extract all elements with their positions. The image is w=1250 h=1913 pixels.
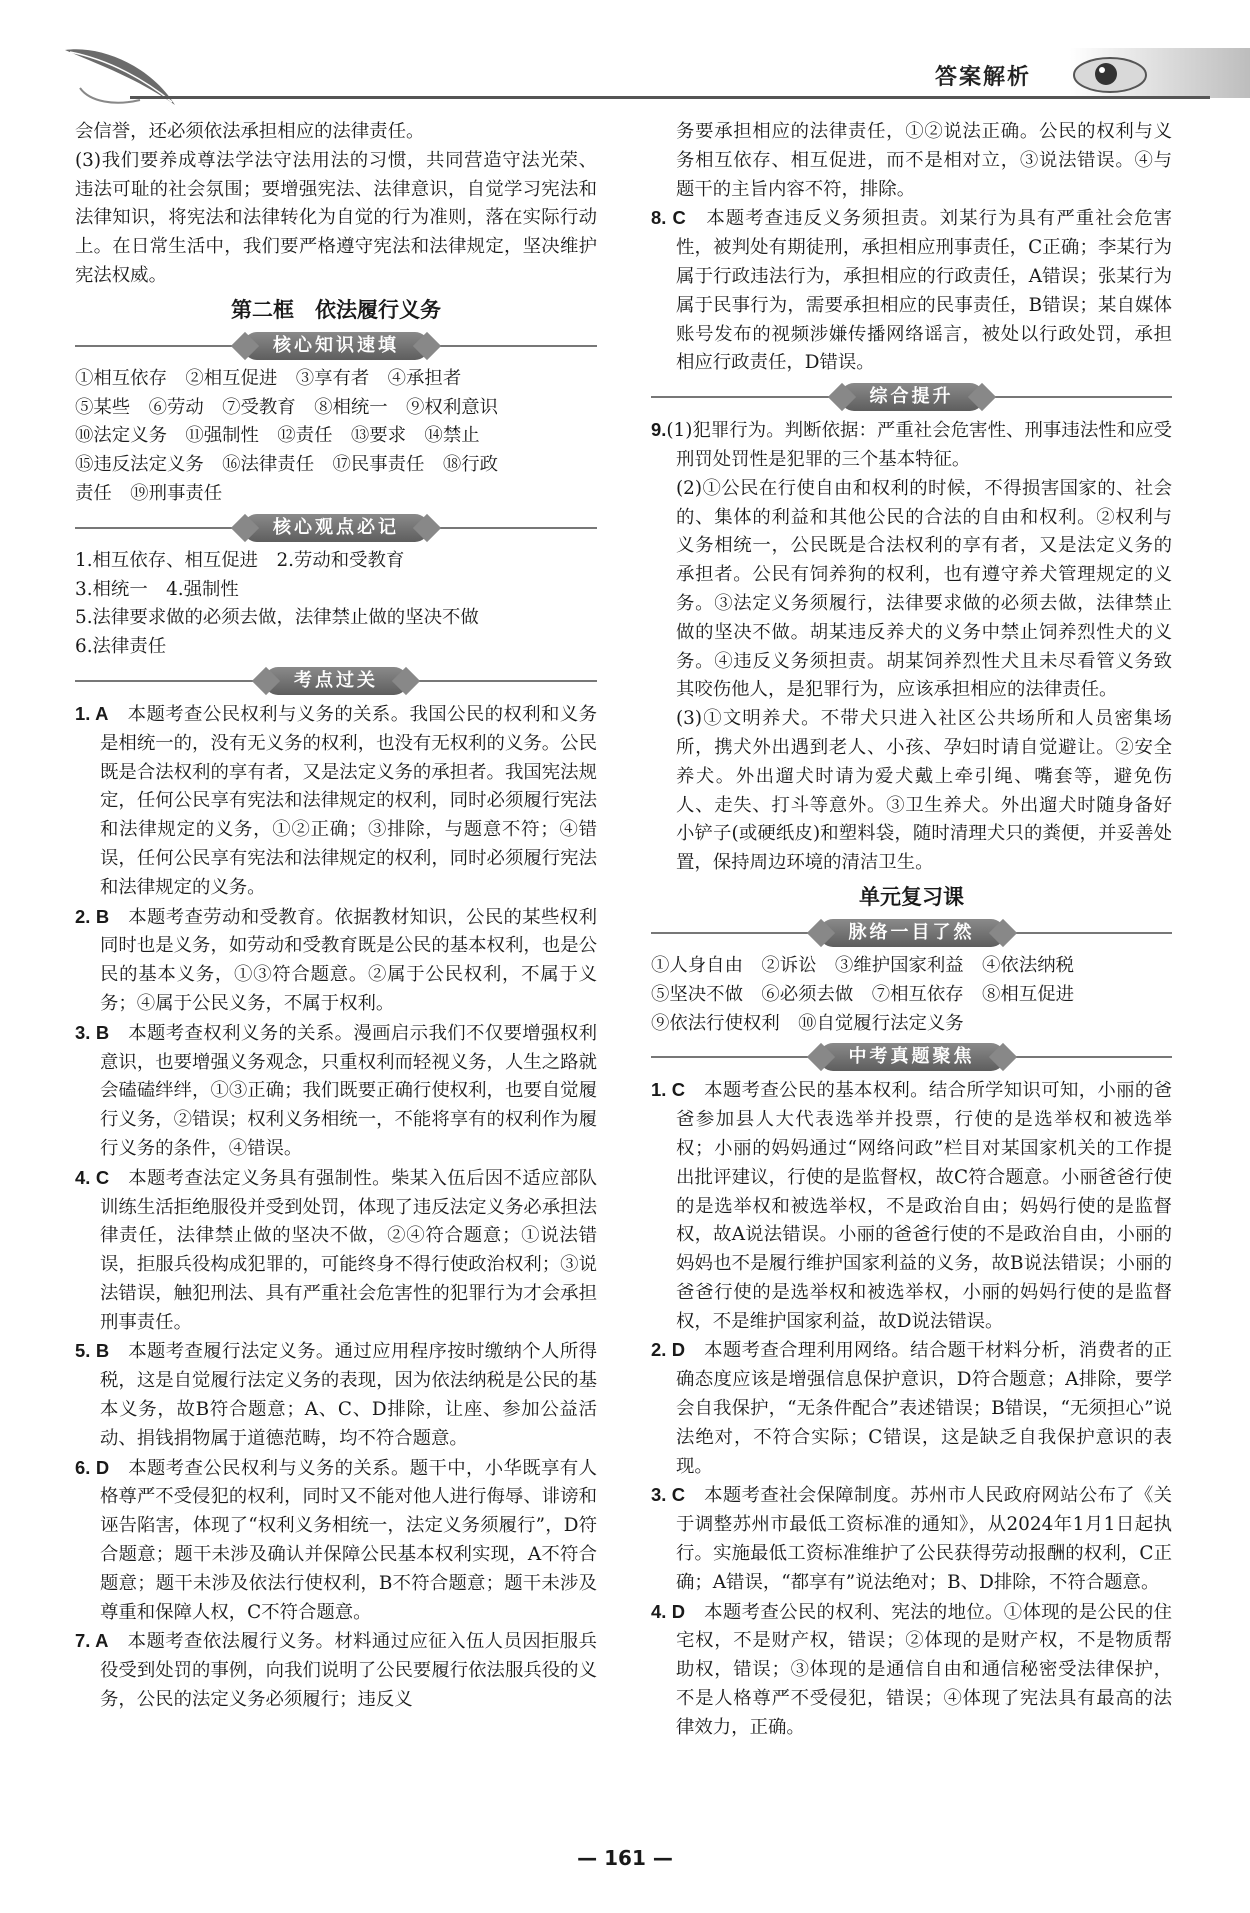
banner-core-knowledge: 核心知识速填 xyxy=(75,331,597,361)
left-continuation: 会信誉，还必须依法承担相应的法律责任。 xyxy=(75,121,425,142)
section-title-lesson-2: 第二框 依法履行义务 xyxy=(231,297,441,322)
point-line: 3.相统一 4.强制性 xyxy=(75,578,239,600)
feather-icon xyxy=(60,40,180,110)
banner-comprehensive: 综合提升 xyxy=(651,382,1172,412)
banner-overview: 脉络一目了然 xyxy=(651,918,1172,948)
review-answers xyxy=(651,952,1172,1038)
answer-item: 2. D 本题考查合理利用网络。结合题干材料分析，消费者的正确态度应该是增强信息保护意识，D符合题意；A排除，要学会自我保护，“无条件配合”表述错误；B错误，“无须担心”说法绝对，不符合实际；C错误，这是缺乏自我保护意识的表现。 xyxy=(651,1339,1172,1477)
fill-line: ①相互依存 ②相互促进 ③享有者 ④承担者 xyxy=(75,367,462,389)
eye-logo-icon xyxy=(1070,55,1150,95)
core-points xyxy=(75,547,597,662)
answer-item: 9.(1)犯罪行为。判断依据：严重社会危害性、刑事违法性和应受刑罚处罚性是犯罪的三个基本特征。 xyxy=(651,419,1172,470)
banner-exam-points: 考点过关 xyxy=(75,666,597,696)
answer-sub-3: (3)①文明养犬。不带犬只进入社区公共场所和人员密集场所，携犬外出遇到老人、小孩、孕妇时请自觉避让。②安全养犬。外出遛犬时请为爱犬戴上牵引绳、嘴套等，避免伤人、走失、打斗等意外。③卫生养犬。外出遛犬时随身备好小铲子(或硬纸皮)和塑料袋，随时清理犬只的粪便，并妥善处置，保持周边环境的清洁卫生。 xyxy=(676,708,1172,874)
banner-exam-focus: 中考真题聚焦 xyxy=(651,1042,1172,1072)
answer-item: 4. D 本题考查公民的权利、宪法的地位。①体现的是公民的住宅权，不是财产权，错误；②体现的是财产权，不是物质帮助权，错误；③体现的是通信自由和通信秘密受法律保护，不是人格尊严不受侵犯，错误；④体现了宪法具有最高的法律效力，正确。 xyxy=(651,1600,1172,1738)
header-title: 答案解析 xyxy=(935,64,1032,90)
answer-item: 6. D 本题考查公民权利与义务的关系。题干中，小华既享有人格尊严不受侵犯的权利，同时又不能对他人进行侮辱、诽谤和诬告陷害，体现了“权利义务相统一，法定义务须履行”，D符合题意；题干未涉及确认并保障公民基本权利实现，A不符合题意；题干未涉及依法行使权利，B不符合题意；题干未涉及尊重和保障人权，C不符合题意。 xyxy=(75,1456,597,1623)
section-title-unit-review: 单元复习课 xyxy=(859,884,964,909)
fill-line: ⑮违反法定义务 ⑯法律责任 ⑰民事责任 ⑱行政 xyxy=(75,454,498,476)
page-number: — 161 — xyxy=(577,1846,673,1870)
fill-answers xyxy=(75,365,597,509)
answer-item: 2. B 本题考查劳动和受教育。依据教材知识，公民的某些权利同时也是义务，如劳动和受教育既是公民的基本权利，也是公民的基本义务，①③符合题意。②属于公民权利，不属于义务；④属于公民义务，不属于权利。 xyxy=(75,905,597,1014)
answer-item: 1. A 本题考查公民权利与义务的关系。我国公民的权利和义务是相统一的，没有无义务的权利，也没有无权利的义务。公民既是合法权利的享有者，又是法定义务的承担者。我国宪法规定，任何公民享有宪法和法律规定的权利，同时必须履行宪法和法律规定的义务，①②正确；③排除，与题意不符；④错误，任何公民享有宪法和法律规定的权利，同时必须履行宪法和法律规定的义务。 xyxy=(75,702,597,898)
point-line: 6.法律责任 xyxy=(75,636,167,658)
answer-item: 5. B 本题考查履行法定义务。通过应用程序按时缴纳个人所得税，这是自觉履行法定义务的表现，因为依法纳税是公民的基本义务，故B符合题意；A、C、D排除，让座、参加公益活动、捐钱捐物属于道德范畴，均不符合题意。 xyxy=(75,1340,597,1449)
review-line: ⑤坚决不做 ⑥必须去做 ⑦相互依存 ⑧相互促进 xyxy=(651,983,1074,1005)
right-column xyxy=(651,118,1172,1743)
header-rule xyxy=(130,96,1210,99)
review-line: ⑨依法行使权利 ⑩自觉履行法定义务 xyxy=(651,1012,964,1034)
answer-item: 1. C 本题考查公民的基本权利。结合所学知识可知，小丽的爸爸参加县人大代表选举并投票，行使的是选举权和被选举权；小丽的妈妈通过“网络问政”栏目对某国家机关的工作提出批评建议，行使的是监督权，故C符合题意。小丽爸爸行使的是选举权和被选举权，不是政治自由；妈妈行使的是监督权，故A说法错误。小丽的爸爸行使的不是政治自由，小丽的妈妈也不是履行维护国家利益的义务，故B说法错误；小丽的爸爸行使的是选举权和被选举权，小丽的妈妈行使的是监督权，不是维护国家利益，故D说法错误。 xyxy=(651,1079,1172,1332)
answer-sub-2: (2)①公民在行使自由和权利的时候，不得损害国家的、社会的、集体的利益和其他公民的合法的自由和权利。②权利与义务相统一，公民既是合法权利的享有者，又是法定义务的承担者。公民有饲养狗的权利，也有遵守养犬管理规定的义务。③法定义务须履行，法律要求做的必须去做，法律禁止做的坚决不做。胡某违反养犬的义务中禁止饲养烈性犬的义务。④违反义务须担责。胡某饲养烈性犬且未尽看管义务致其咬伤他人，是犯罪行为，应该承担相应的法律责任。 xyxy=(676,477,1172,701)
fill-line: 责任 ⑲刑事责任 xyxy=(75,482,223,504)
answer-item: 8. C 本题考查违反义务须担责。刘某行为具有严重社会危害性，被判处有期徒刑，承担相应刑事责任，C正确；李某行为属于行政违法行为，承担相应的行政责任，A错误；张某行为属于民事行为，需要承担相应的民事责任，B错误；某自媒体账号发布的视频涉嫌传播网络谣言，被处以行政处罚，承担相应行政责任，D错误。 xyxy=(651,207,1172,374)
review-line: ①人身自由 ②诉讼 ③维护国家利益 ④依法纳税 xyxy=(651,954,1074,976)
left-column xyxy=(75,118,597,1715)
answer-item: 3. C 本题考查社会保障制度。苏州市人民政府网站公布了《关于调整苏州市最低工资标准的通知》，从2024年1月1日起执行。实施最低工资标准维护了公民获得劳动报酬的权利，C正确；A错误，“都享有”说法绝对；B、D排除，不符合题意。 xyxy=(651,1484,1172,1593)
point-line: 1.相互依存、相互促进 2.劳动和受教育 xyxy=(75,549,405,571)
answer-item: 3. B 本题考查权利义务的关系。漫画启示我们不仅要增强权利意识，也要增强义务观念，只重权利而轻视义务，人生之路就会磕磕绊绊，①③正确；我们既要正确行使权利，也要自觉履行义务，②错误；权利义务相统一，不能将享有的权利作为履行义务的条件，④错误。 xyxy=(75,1021,597,1159)
answer-item: 4. C 本题考查法定义务具有强制性。柴某入伍后因不适应部队训练生活拒绝服役并受到处罚，体现了违反法定义务必承担法律责任，法律禁止做的坚决不做，②④符合题意；①说法错误，拒服兵役构成犯罪的，可能终身不得行使政治权利；③说法错误，触犯刑法、具有严重社会危害性的犯罪行为才会承担刑事责任。 xyxy=(75,1166,597,1333)
right-continuation: 务要承担相应的法律责任，①②说法正确。公民的权利与义务相互依存、相互促进，而不是相对立，③说法错误。④与题干的主旨内容不符，排除。 xyxy=(676,121,1172,200)
banner-core-views: 核心观点必记 xyxy=(75,513,597,543)
fill-line: ⑩法定义务 ⑪强制性 ⑫责任 ⑬要求 ⑭禁止 xyxy=(75,425,480,447)
left-paragraph-3: (3)我们要养成尊法学法守法用法的习惯，共同营造守法光荣、违法可耻的社会氛围；要增强宪法、法律意识，自觉学习宪法和法律知识，将宪法和法律转化为自觉的行为准则，落在实际行动上。在日常生活中，我们要严格遵守宪法和法律规定，坚决维护宪法权威。 xyxy=(75,149,597,286)
point-line: 5.法律要求做的必须去做，法律禁止做的坚决不做 xyxy=(75,607,479,629)
fill-line: ⑤某些 ⑥劳动 ⑦受教育 ⑧相统一 ⑨权利意识 xyxy=(75,396,498,418)
answer-item: 7. A 本题考查依法履行义务。材料通过应征入伍人员因拒服兵役受到处罚的事例，向我们说明了公民要履行依法服兵役的义务，公民的法定义务必须履行；违反义 xyxy=(75,1630,597,1711)
page-header xyxy=(0,0,1250,112)
